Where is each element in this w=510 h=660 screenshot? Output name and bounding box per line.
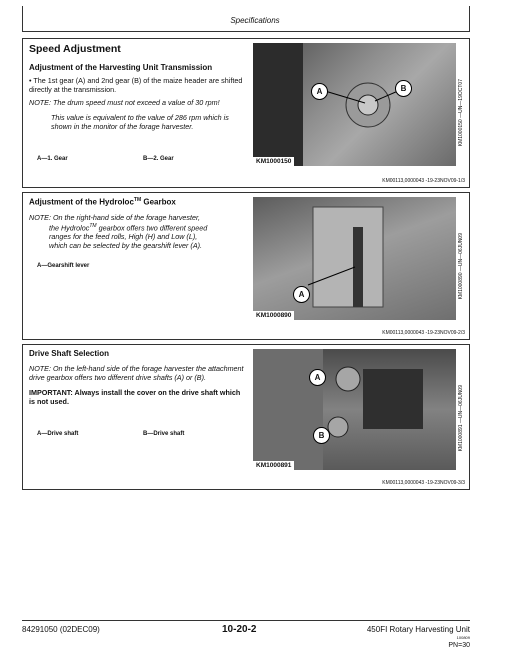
footer-code: 100809 [456,635,470,640]
image-side-id: KM1000150 —UN—19OCT07 [458,79,464,147]
footer-page-number: 10-20-2 [222,624,257,635]
header-left-rule [22,6,23,32]
trademark: TM [89,222,97,229]
section-ref: KM00113,0000043 -19-23NOV09-2/3 [382,330,465,336]
footer-rule [22,620,470,621]
legend-a: A—1. Gear [37,156,68,162]
section-title [29,197,247,207]
section-text [29,197,247,250]
section-drive-shaft-selection [22,344,470,490]
callout-a: A [309,369,326,386]
section-hydroloc-gearbox [22,192,470,340]
image-id: KM1000891 [253,461,294,470]
image-id: KM1000150 [253,157,294,166]
bullet-icon: • [29,76,34,85]
image-side-id: KM1000891 —UN—06JUN09 [458,385,464,452]
section-title: Speed Adjustment [29,43,121,55]
section-title: Drive Shaft Selection [29,349,110,358]
callout-b: B [313,427,330,444]
legend-a: A—Drive shaft [37,431,79,437]
legend-b: B—2. Gear [143,156,174,162]
note-label: NOTE: [29,98,51,107]
footer-doc-id: 84291050 (02DEC09) [22,625,100,634]
image-id: KM1000890 [253,311,294,320]
header-right-rule [469,6,470,32]
bullet-item [29,76,247,94]
callout-a: A [293,286,310,303]
drive-shaft-illustration [253,349,456,470]
footer-product: 450FI Rotary Harvesting Unit [366,625,470,634]
hydroloc-illustration [253,197,456,320]
note-line-3: ranges for the feed rolls, High (H) and Low (L), [49,232,198,242]
gearbox-photo [253,43,456,166]
note-text: On the left-hand side of the forage harvester the attachment drive gearbox offers two different drive shafts (A) or (B). [29,364,244,382]
callout-a: A [311,83,328,100]
important-text: Always install the cover on the drive shaft which is not used. [29,388,241,406]
section-text [29,349,247,406]
important-label: IMPORTANT: [29,388,73,397]
header-rule [22,31,470,32]
image-side-id: KM1000890 —UN—06JUN09 [458,233,464,300]
section-speed-adjustment [22,38,470,188]
trademark: TM [133,197,142,203]
title-suffix: Gearbox [141,197,176,207]
bullet-text: The 1st gear (A) and 2nd gear (B) of the maize header are shifted directly at the transmission. [29,76,243,94]
section-text [29,43,247,131]
note-continued: This value is equivalent to the value of 286 rpm which is shown in the monitor of the forage harvester. [51,113,229,131]
note-line-1: On the right-hand side of the forage harvester, [52,212,201,222]
gearbox-illustration [253,43,456,166]
section-ref: KM00113,0000043 -19-23NOV09-3/3 [382,480,465,486]
note-label: NOTE: [29,364,51,373]
footer-pn: PN=30 [448,642,470,649]
note [29,98,247,107]
title-prefix: Adjustment of the Hydroloc [29,197,134,207]
hydroloc-photo [253,197,456,320]
note-line-2-post: gearbox offers two different speed [96,223,208,233]
note-line-2 [29,222,247,232]
legend-a: A—Gearshift lever [37,263,90,269]
note [29,364,247,382]
section-ref: KM00113,0000043 -19-23NOV09-1/3 [382,178,465,184]
note-line-2-pre: the Hydroloc [49,223,90,233]
note [29,213,247,222]
section-subtitle: Adjustment of the Harvesting Unit Transmission [29,63,213,72]
drive-shaft-photo [253,349,456,470]
note-line-4: which can be selected by the gearshift lever (A). [49,241,203,251]
legend-b: B—Drive shaft [143,431,185,437]
callout-b: B [395,80,412,97]
important [29,388,247,406]
page-header-title: Specifications [230,16,280,25]
note-label: NOTE: [29,212,51,222]
note-text: The drum speed must not exceed a value of 30 rpm! [52,98,220,107]
